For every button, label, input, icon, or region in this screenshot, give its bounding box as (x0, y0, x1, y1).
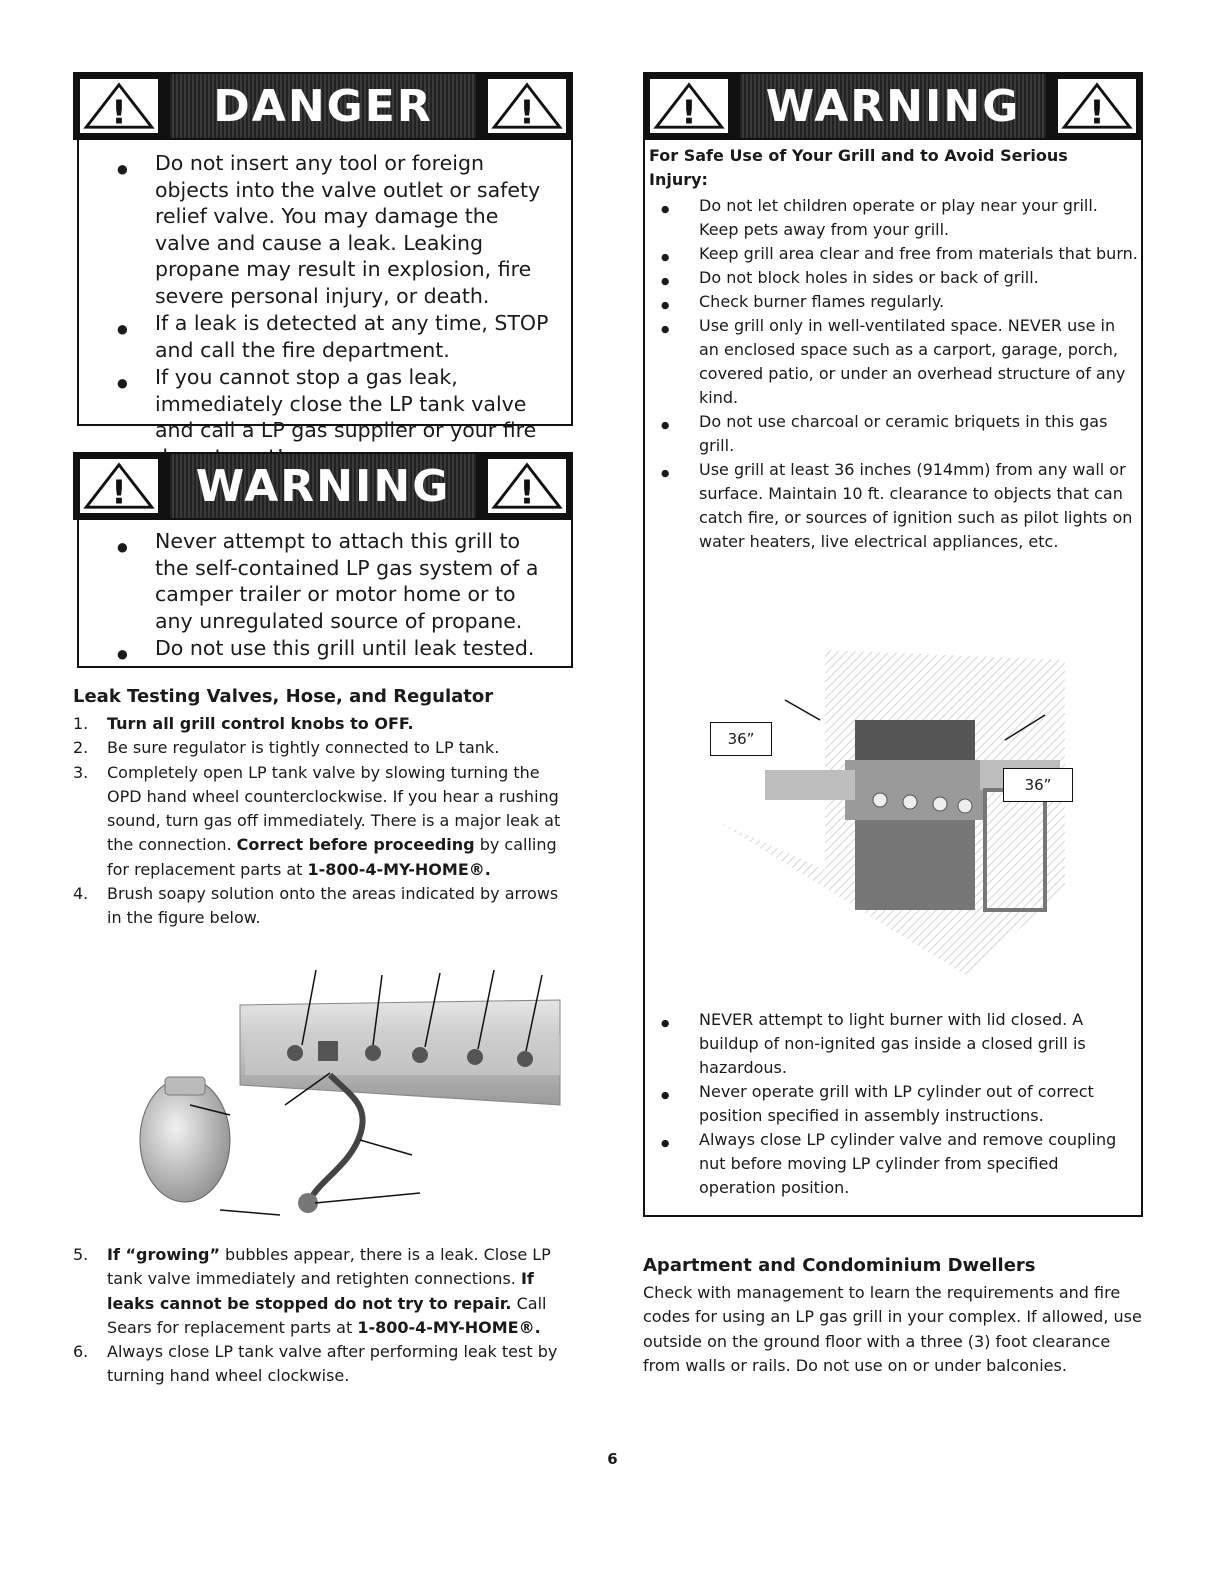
leak-steps-bottom (73, 1243, 583, 1389)
list-item: ● Use grill only in well-ventilated space. NEVER use in an enclosed space such as a carport, garage, porch, covered patio, or under an overhead structure of any kind. (649, 314, 1139, 410)
step-item: 3. Completely open LP tank valve by slowing turning the OPD hand wheel counterclockwise. If you hear a rushing sound, turn gas off immediately. There is a major leak at the connection. Correct before proceeding by calling for replacement parts at 1-800-4-MY-HOME®. (73, 762, 561, 879)
list-item: ● Check burner flames regularly. (649, 290, 1139, 314)
list-item: ● Use grill at least 36 inches (914mm) from any wall or surface. Maintain 10 ft. clearance to objects that can catch fire, or sources of ignition such as pilot lights on water heaters, live electrical appliances, etc. (649, 458, 1139, 554)
warning-title: WARNING (740, 74, 1046, 138)
clearance-label-right: 36” (1003, 768, 1073, 802)
list-item: ● NEVER attempt to light burner with lid closed. A buildup of non-ignited gas inside a closed grill is hazardous. (649, 1008, 1129, 1080)
warning-triangle-icon (648, 77, 730, 135)
warning-box-left (77, 520, 573, 668)
warning-intro: For Safe Use of Your Grill and to Avoid Serious Injury: (649, 146, 1068, 189)
danger-banner (73, 72, 573, 140)
svg-text:!: ! (681, 93, 697, 132)
list-item: ● Do not block holes in sides or back of grill. (649, 266, 1139, 290)
danger-list (105, 150, 553, 470)
warning-list (649, 194, 1139, 554)
list-item: ● Do not insert any tool or foreign objects into the valve outlet or safety relief valve. You may damage the valve and cause a leak. Leaking propane may result in explosion, fire severe personal injury, or death. (105, 150, 553, 309)
warning-list-2 (649, 1008, 1129, 1200)
danger-box (77, 140, 573, 442)
list-item: ● If you cannot stop a gas leak, immediately close the LP tank valve and call a LP gas supplier or your fire (105, 364, 553, 470)
list-item: ● Do not let children operate or play near your grill. Keep pets away from your grill. (649, 194, 1139, 242)
list-item: ● Always close LP cylinder valve and remove coupling nut before moving LP cylinder from specified operation position. (649, 1128, 1129, 1200)
page-number: 6 (607, 1450, 618, 1468)
danger-title: DANGER (170, 74, 476, 138)
step-item: 2. Be sure regulator is tightly connected to LP tank. (73, 738, 500, 758)
svg-text:!: ! (111, 473, 127, 512)
list-item: ● If a leak is detected at any time, STOP and call the fire department. (105, 310, 553, 363)
list-item: ● Do not use charcoal or ceramic briquets in this gas grill. (649, 410, 1139, 458)
step-item: 5. If “growing” bubbles appear, there is a leak. Close LP tank valve immediately and retighten connections. If leaks cannot be stopped do not try to repair. Call Sears for replacement parts at 1-800-4-MY-HOME®. (73, 1245, 551, 1337)
leak-testing-heading: Leak Testing Valves, Hose, and Regulator (73, 686, 494, 707)
warning-triangle-icon (78, 457, 160, 515)
warning-title: WARNING (170, 454, 476, 518)
warning-banner (73, 452, 573, 520)
list-item: ● Keep grill area clear and free from materials that burn. (649, 242, 1139, 266)
svg-text:!: ! (519, 93, 535, 132)
leak-test-figure (130, 965, 570, 1225)
apartment-text: Check with management to learn the requirements and fire codes for using an LP gas grill in your complex. If allowed, use outside on the ground floor with a three (3) foot clearance from walls or rails. Do not use on or under balconies. (643, 1283, 1142, 1375)
warning-list (105, 528, 553, 662)
list-item: ● Do not use this grill until leak tested. (105, 635, 553, 662)
step-item: 6. Always close LP tank valve after performing leak test by turning hand wheel clockwise. (73, 1342, 558, 1386)
leak-steps-top (73, 712, 573, 931)
clearance-figure (705, 640, 1105, 980)
clearance-label-left: 36” (710, 722, 772, 756)
svg-text:!: ! (1089, 93, 1105, 132)
step-item: 4. Brush soapy solution onto the areas indicated by arrows in the figure below. (73, 884, 559, 928)
warning-triangle-icon (486, 457, 568, 515)
apartment-heading: Apartment and Condominium Dwellers (643, 1255, 1036, 1276)
warning-banner-right (643, 72, 1143, 140)
svg-text:!: ! (519, 473, 535, 512)
step-item: 1. Turn all grill control knobs to OFF. (73, 714, 414, 733)
list-item: ● Never attempt to attach this grill to the self-contained LP gas system of a camper trailer or motor home or to any unregulated source of propane. (105, 528, 553, 634)
warning-box-right (643, 140, 1143, 1217)
warning-triangle-icon (1056, 77, 1138, 135)
list-item: ● Never operate grill with LP cylinder out of correct position specified in assembly instructions. (649, 1080, 1129, 1128)
warning-triangle-icon (78, 77, 160, 135)
warning-triangle-icon (486, 77, 568, 135)
svg-text:!: ! (111, 93, 127, 132)
